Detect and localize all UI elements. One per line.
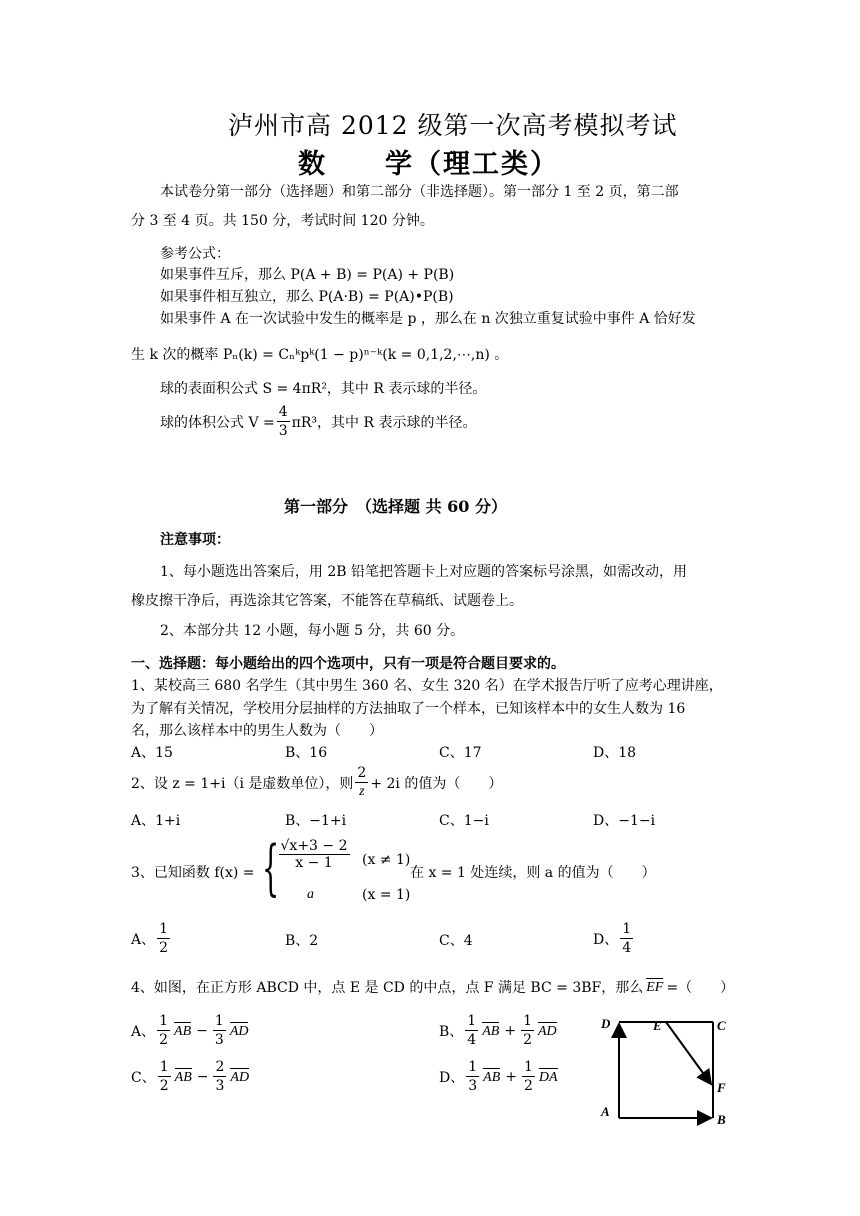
coef-2-den: 3: [215, 1078, 225, 1094]
option-label: C、: [131, 1069, 156, 1086]
operator: −: [196, 1022, 208, 1039]
note-2: 2、本部分共 12 小题，每小题 5 分，共 60 分。: [160, 623, 465, 639]
q3-prefix: 3、已知函数 f(x) =: [131, 865, 255, 881]
vector-2: AD: [230, 1069, 250, 1085]
coef-2: [213, 1058, 226, 1095]
vector-ef: [666, 1022, 711, 1084]
vector-1: AB: [174, 1069, 192, 1085]
q3-suffix: 在 x = 1 处连续，则 a 的值为（ ）: [410, 865, 656, 881]
q2-fraction: [355, 764, 368, 801]
q3-option-a-den: 2: [159, 940, 169, 956]
coef-1: [465, 1012, 478, 1049]
q1-option-b[interactable]: B、16: [285, 745, 328, 761]
volume-fraction-num: 4: [278, 404, 288, 420]
volume-suffix: πR³，其中 R 表示球的半径。: [291, 414, 477, 431]
notes-heading: 注意事项：: [160, 532, 230, 548]
q2-fraction-num: 2: [357, 765, 367, 781]
coef-1-den: 2: [159, 1078, 169, 1094]
label-c: C: [717, 1018, 726, 1033]
q1-option-d[interactable]: D、18: [593, 745, 637, 761]
part1-heading: 第一部分 （选择题 共 60 分）: [284, 497, 507, 516]
option-label: A、: [131, 1023, 156, 1040]
q3-option-a-fraction: [157, 920, 170, 957]
q3-case-2-cond: (x = 1): [362, 887, 411, 903]
coef-1-num: 1: [467, 1013, 477, 1029]
coef-2-den: 3: [214, 1032, 224, 1048]
vector-2: AD: [537, 1023, 557, 1039]
q3-case-1-den: x − 1: [295, 855, 333, 871]
formula-binomial-b: 生 k 次的概率 Pₙ(k) = Cₙᵏpᵏ(1 − p)ⁿ⁻ᵏ(k = 0,1,2,⋯,n) 。: [131, 347, 509, 363]
coef-2: [521, 1012, 534, 1049]
operator: −: [196, 1068, 209, 1085]
label-b: B: [717, 1112, 726, 1127]
label-e: E: [653, 1018, 662, 1033]
coef-1-num: 1: [159, 1059, 169, 1075]
coef-2-num: 1: [214, 1013, 224, 1029]
coef-2-num: 1: [524, 1059, 533, 1075]
exam-title: 泸州市高 2012 级第一次高考模拟考试: [228, 111, 678, 140]
q2-prefix: 2、设 z = 1+i（i 是虚数单位），则: [131, 775, 354, 792]
label-a: A: [601, 1104, 610, 1119]
q4-option-d[interactable]: [439, 1058, 560, 1095]
section-title: 一、选择题：每小题给出的四个选项中，只有一项是符合题目要求的。: [131, 656, 565, 672]
q3-option-d[interactable]: [593, 920, 635, 957]
q4-option-c[interactable]: [131, 1058, 251, 1095]
q1-line-3: 名，那么该样本中的男生人数为（ ）: [131, 723, 383, 739]
q3-case-1-num: √x+3 − 2: [280, 838, 348, 854]
q3-option-d-label: D、: [593, 931, 619, 948]
exam-subtitle: 数 学（理工类）: [298, 149, 559, 180]
vector-1: AB: [482, 1023, 500, 1039]
vector-2: DA: [538, 1069, 558, 1085]
label-f: F: [717, 1080, 726, 1095]
q4-option-b[interactable]: [439, 1012, 559, 1049]
coef-1-num: 1: [468, 1059, 478, 1075]
vector-2: AD: [229, 1023, 249, 1039]
q3-option-a-label: A、: [131, 931, 156, 948]
q2-suffix: + 2i 的值为（ ）: [370, 775, 503, 792]
label-d: D: [601, 1016, 611, 1031]
coef-2-num: 1: [523, 1013, 532, 1029]
q2-fraction-den: z: [359, 784, 365, 799]
formula-exclusive: 如果事件互斥，那么 P(A + B) = P(A) + P(B): [160, 267, 455, 283]
q3-option-b[interactable]: B、2: [285, 933, 319, 949]
coef-1-den: 3: [468, 1078, 478, 1094]
operator: +: [504, 1022, 517, 1039]
coef-1-den: 2: [159, 1032, 169, 1048]
q3-option-a[interactable]: [131, 920, 172, 957]
volume-prefix: 球的体积公式 V =: [160, 414, 275, 431]
formula-independent: 如果事件相互独立，那么 P(A·B) = P(A)•P(B): [160, 289, 454, 305]
volume-fraction-den: 3: [278, 423, 288, 439]
formula-sphere-area: 球的表面积公式 S = 4πR²，其中 R 表示球的半径。: [160, 381, 487, 397]
coef-2: [522, 1058, 535, 1095]
coef-2: [213, 1012, 226, 1049]
q1-line-1: 1、某校高三 680 名学生（其中男生 360 名、女生 320 名）在学术报告厅听了应考心理讲座，: [131, 678, 723, 694]
coef-1: [157, 1012, 170, 1049]
coef-1-den: 4: [467, 1032, 477, 1048]
q3-option-d-den: 4: [622, 940, 632, 956]
formulas-heading: 参考公式：: [160, 246, 230, 262]
formula-binomial-a: 如果事件 A 在一次试验中发生的概率是 p ，那么在 n 次独立重复试验中事件 A 恰好发: [160, 311, 696, 327]
q2-option-c[interactable]: C、1−i: [439, 813, 489, 829]
q3-case-2-expr: a: [307, 887, 314, 902]
note-1-a: 1、每小题选出答案后，用 2B 铅笔把答题卡上对应题的答案标号涂黑，如需改动，用: [160, 564, 688, 580]
coef-1: [466, 1058, 479, 1095]
option-label: B、: [439, 1023, 464, 1040]
q4-stem: [131, 977, 734, 997]
q4-suffix: =（ ）: [666, 980, 735, 996]
q3-case-1-expr: [278, 838, 350, 871]
vector-1: AB: [483, 1069, 501, 1085]
q4-option-a[interactable]: [131, 1012, 250, 1049]
q2-option-d[interactable]: D、−1−i: [593, 813, 656, 829]
q3-option-d-num: 1: [622, 921, 632, 937]
q1-option-c[interactable]: C、17: [439, 745, 482, 761]
option-label: D、: [439, 1069, 465, 1086]
q1-option-a[interactable]: A、15: [131, 745, 173, 761]
q3-option-d-fraction: [620, 920, 633, 957]
coef-1-num: 1: [159, 1013, 169, 1029]
q1-line-2: 为了解有关情况，学校用分层抽样的方法抽取了一个样本，已知该样本中的女生人数为 16: [131, 701, 686, 717]
q3-option-c[interactable]: C、4: [439, 933, 473, 949]
intro-line-2: 分 3 至 4 页。共 150 分，考试时间 120 分钟。: [131, 213, 434, 229]
q4-vector-ef: EF: [646, 980, 664, 995]
vector-1: AB: [174, 1023, 192, 1039]
square-figure: [595, 1012, 735, 1128]
coef-2-num: 2: [215, 1059, 225, 1075]
intro-line-1: 本试卷分第一部分（选择题）和第二部分（非选择题）。第一部分 1 至 2 页，第二部: [160, 184, 679, 200]
formula-sphere-volume: [160, 403, 476, 440]
coef-2-den: 2: [523, 1032, 532, 1048]
note-1-b: 橡皮擦干净后，再选涂其它答案，不能答在草稿纸、试题卷上。: [131, 593, 523, 609]
q3-case-1-cond: (x ≠ 1): [362, 852, 411, 868]
q4-prefix: 4、如图，在正方形 ABCD 中，点 E 是 CD 的中点，点 F 满足 BC = 3BF，那么: [131, 980, 644, 996]
coef-1: [158, 1058, 171, 1095]
operator: +: [505, 1068, 517, 1085]
q2-option-b[interactable]: B、−1+i: [285, 813, 347, 829]
q3-option-a-num: 1: [159, 921, 169, 937]
coef-2-den: 2: [524, 1078, 533, 1094]
q2-option-a[interactable]: A、1+i: [131, 813, 181, 829]
volume-fraction: [277, 403, 290, 440]
q2-stem: [131, 764, 502, 801]
piecewise-brace: {: [262, 833, 280, 903]
